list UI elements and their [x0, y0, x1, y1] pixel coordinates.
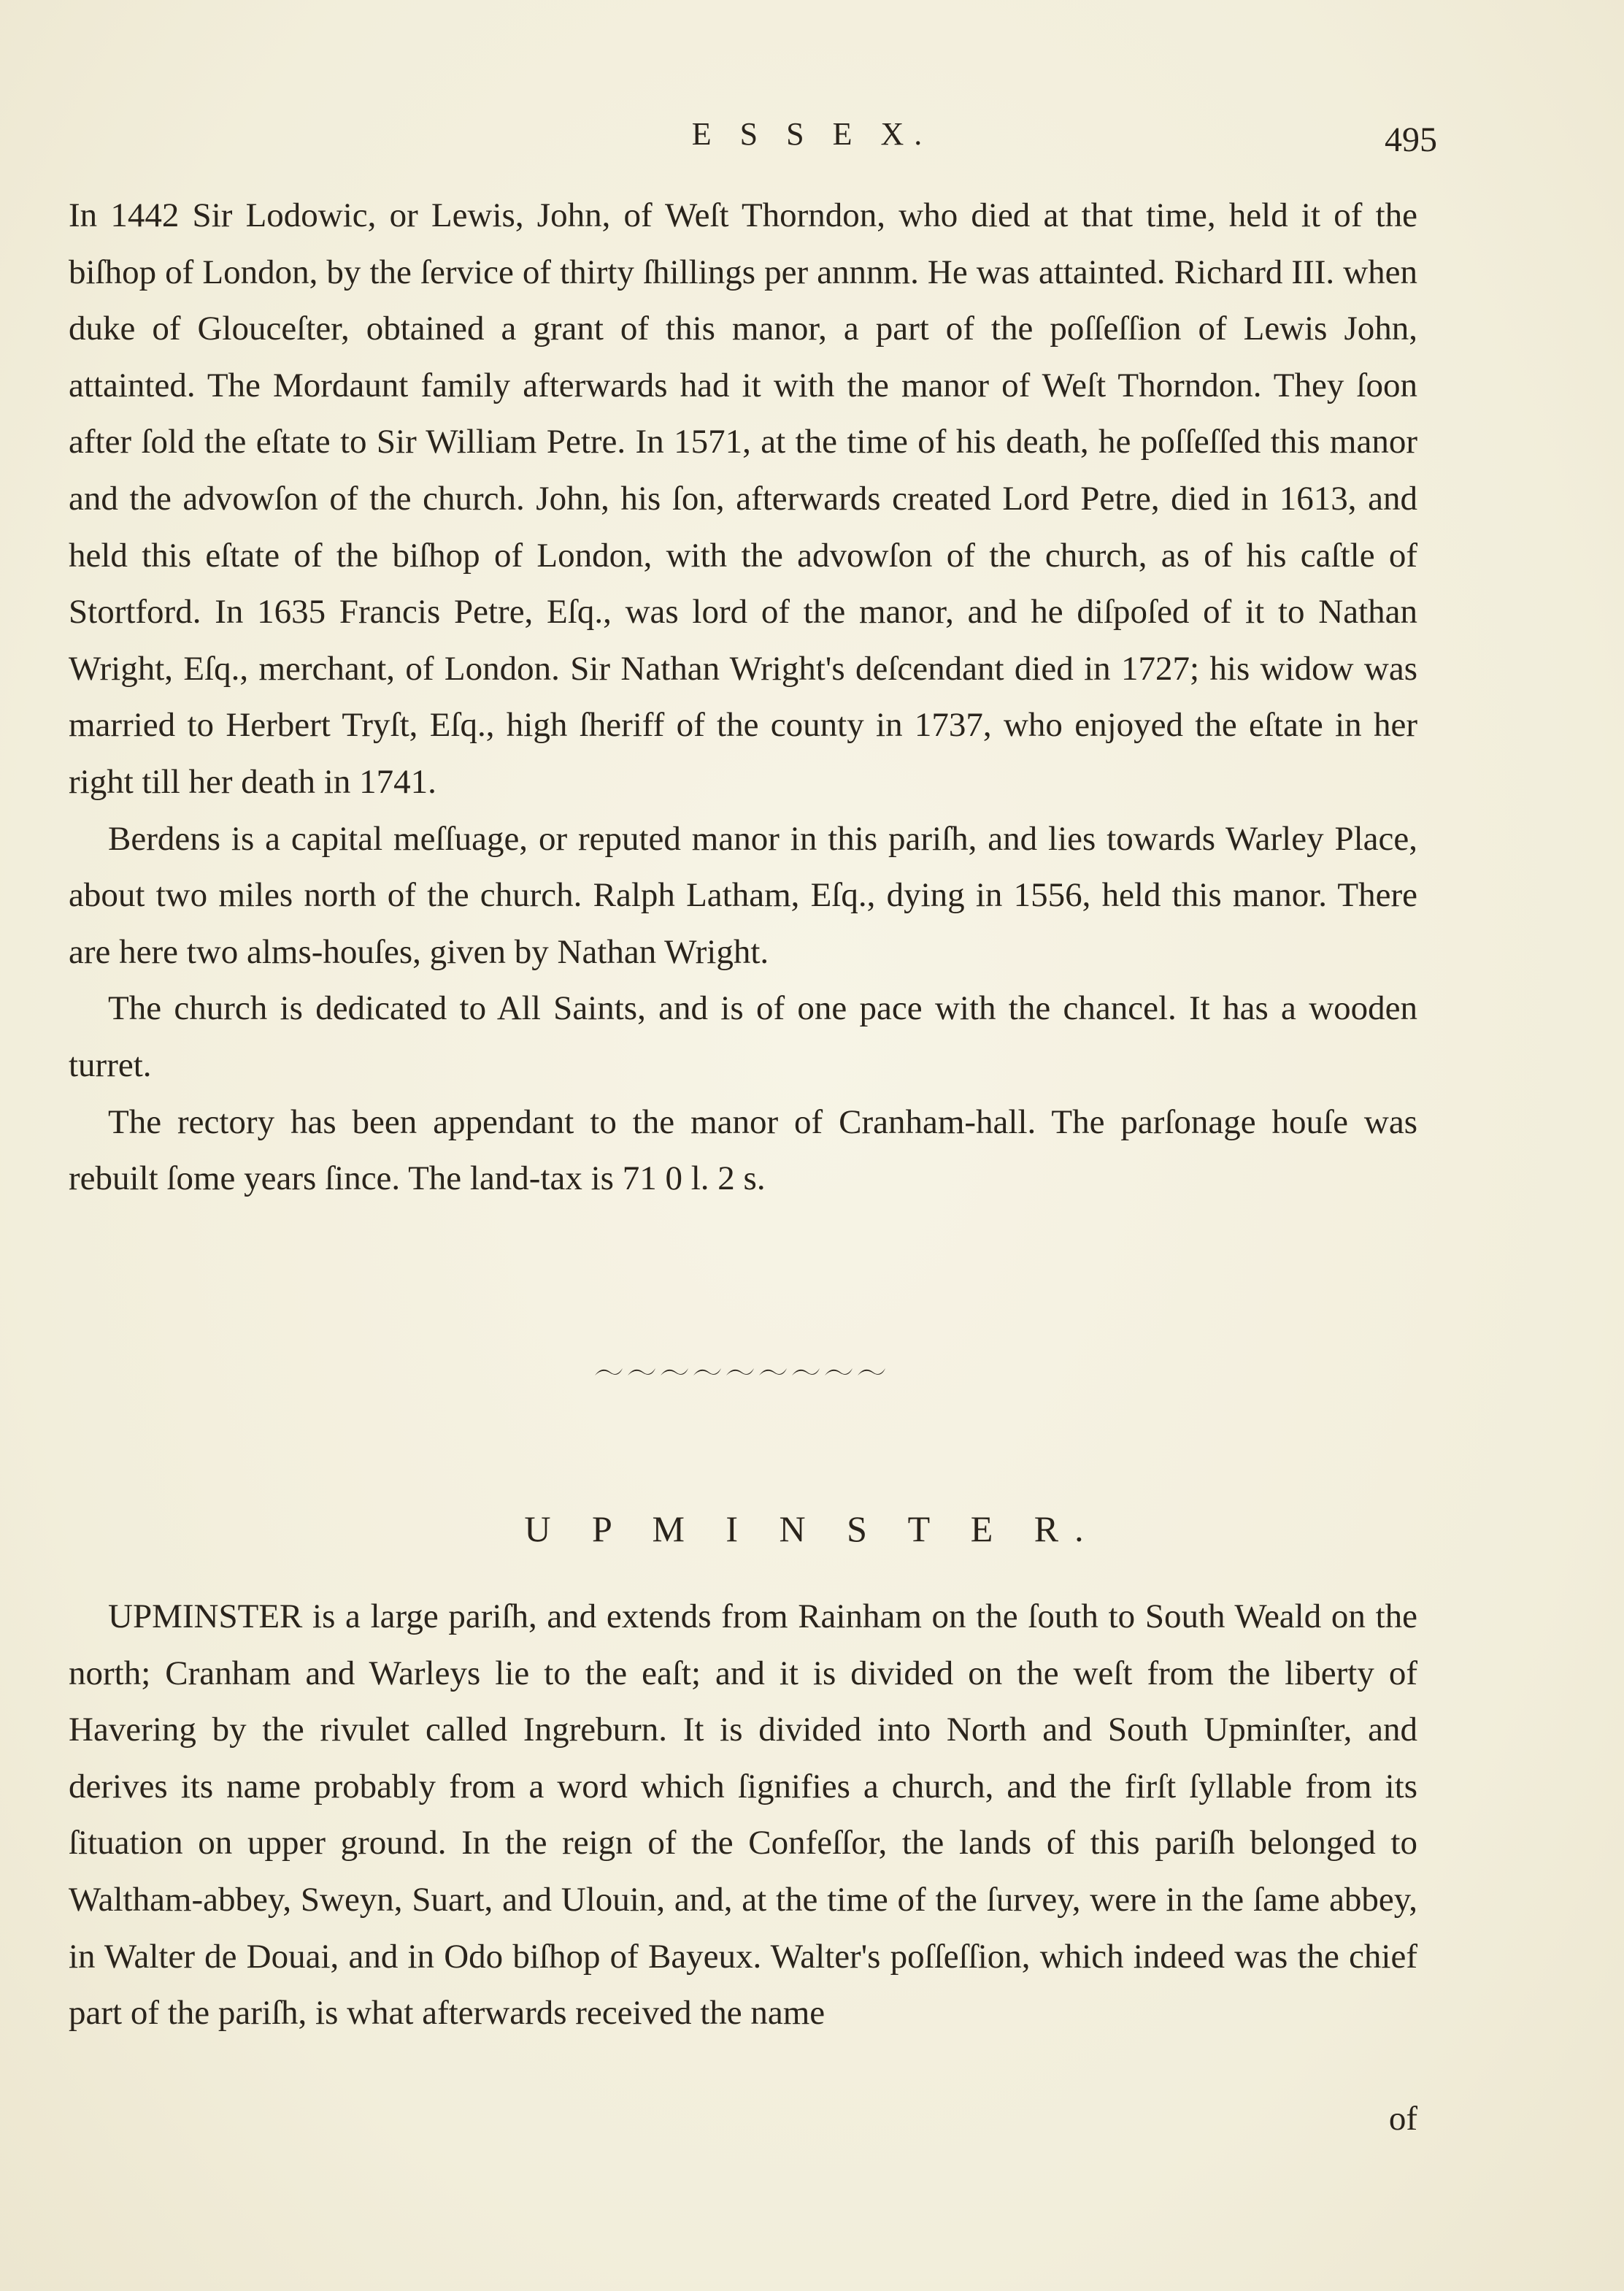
catchword: of — [1388, 2100, 1417, 2138]
paragraph: The rectory has been appendant to the manor of Cranham-hall. The parſonage houſe was rebuilt ſome years ſince. The land-tax is 71 0 l. 2 s. — [69, 1102, 1417, 1198]
paragraph: UPMINSTER is a large pariſh, and extends from Rainham on the ſouth to South Weald on the north; Cranham and Warleys lie to the eaſt; and it is divided on the weſt from the liberty of Havering by the rivulet called Ingreburn. It is divided into North and South Upminſter, and derives its name probably from a word which ſignifies a church, and the firſt ſyllable from its ſituation on upper ground. In the reign of the Confeſſor, the lands of this pariſh belonged to Waltham-abbey, Sweyn, Suart, and Ulouin, and, at the time of the ſurvey, were in the ſame abbey, in Walter de Douai, and in Odo biſhop of Bayeux. Walter's poſſeſſion, which indeed was the chief part of the pariſh, is what afterwards received the name — [69, 1597, 1417, 2033]
body-text-section-one — [69, 188, 1417, 1208]
page-number: 495 — [1385, 120, 1437, 159]
running-head-title: E S S E X. — [691, 116, 933, 152]
paragraph: Berdens is a capital meſſuage, or reputed manor in this pariſh, and lies towards Warley Place, about two miles north of the church. Ralph Latham, Eſq., dying in 1556, held this manor. There are here two alms-houſes, given by Nathan Wright. — [69, 819, 1417, 971]
paragraph: The church is dedicated to All Saints, and is of one pace with the chancel. It has a wooden turret. — [69, 989, 1417, 1084]
ornament-divider — [591, 1358, 898, 1387]
body-text-section-two — [69, 1589, 1417, 2042]
paragraph: In 1442 Sir Lodowic, or Lewis, John, of Weſt Thorndon, who died at that time, held it of the biſhop of London, by the ſervice of thirty ſhillings per annnm. He was attainted. Richard III. when duke of Glouceſter, obtained a grant of this manor, a part of the poſſeſſion of Lewis John, attainted. The Mordaunt family afterwards had it with the manor of Weſt Thorndon. They ſoon after ſold the eſtate to Sir William Petre. In 1571, at the time of his death, he poſſeſſed this manor and the advowſon of the church. John, his ſon, afterwards created Lord Petre, died in 1613, and held this eſtate of the biſhop of London, with the advowſon of the church, as of his caſtle of Stortford. In 1635 Francis Petre, Eſq., was lord of the manor, and he diſpoſed of it to Nathan Wright, Eſq., merchant, of London. Sir Nathan Wright's deſcendant died in 1727; his widow was married to Herbert Tryſt, Eſq., high ſheriff of the county in 1737, who enjoyed the eſtate in her right till her death in 1741. — [69, 196, 1417, 801]
section-heading: U P M I N S T E R. — [524, 1508, 1100, 1549]
running-head — [0, 110, 1624, 161]
